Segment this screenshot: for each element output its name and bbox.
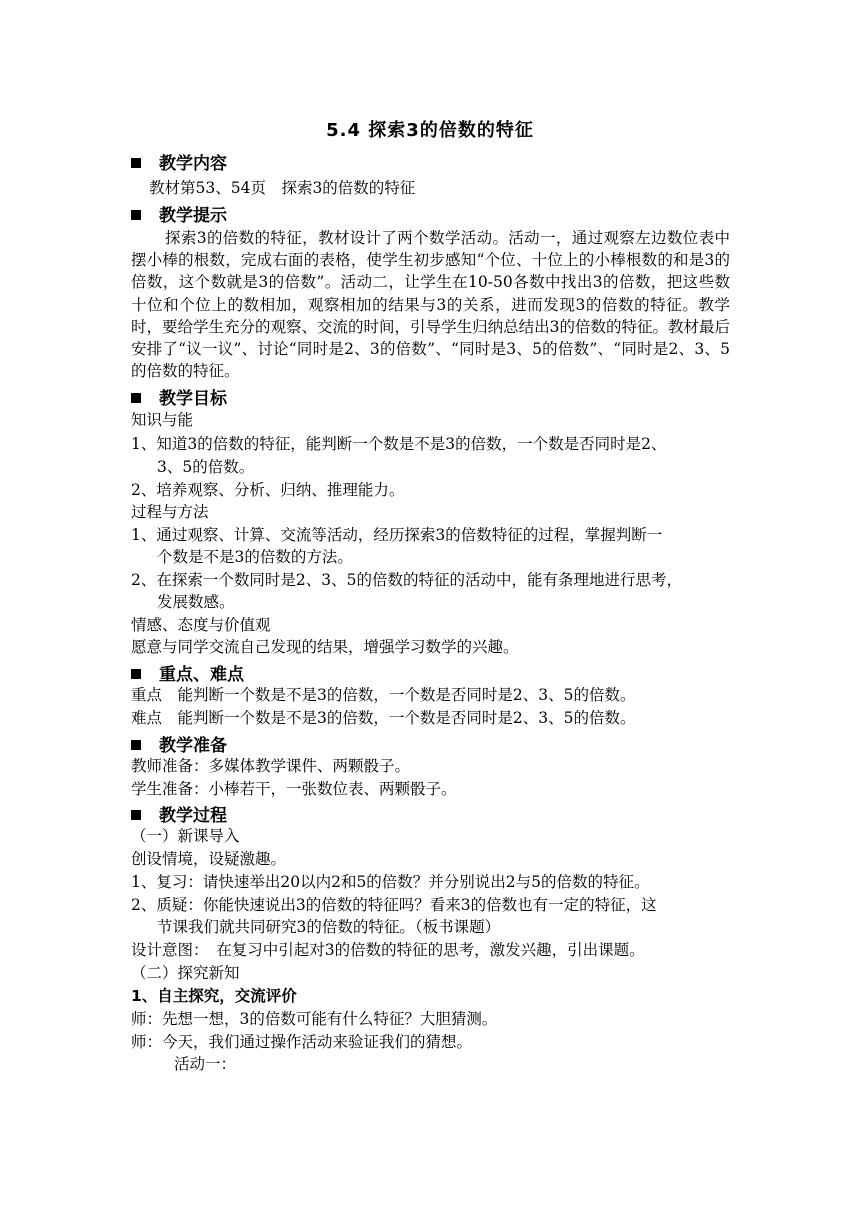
square-bullet-icon: [131, 669, 141, 679]
process-label: 过程与方法: [131, 503, 209, 521]
process-r2-cont: 节课我们就共同研究3的倍数的特征。（板书课题）: [157, 918, 501, 936]
emotion-label: 情感、态度与价值观: [131, 616, 271, 634]
process-r2: 2、质疑：你能快速说出3的倍数的特征吗？看来3的倍数也有一定的特征，这: [131, 896, 657, 914]
goal-k1-cont: 3、5的倍数。: [157, 458, 255, 476]
section-heading-goals: 教学目标: [131, 384, 227, 409]
square-bullet-icon: [131, 393, 141, 403]
process-part1: （一）新课导入: [131, 827, 240, 845]
content-text: 教材第53、54页 探索3的倍数的特征: [149, 179, 416, 197]
section-heading-process: 教学过程: [131, 801, 227, 826]
key-focus: 重点 能判断一个数是不是3的倍数，一个数是否同时是2、3、5的倍数。: [131, 686, 636, 704]
square-bullet-icon: [131, 810, 141, 820]
square-bullet-icon: [131, 210, 141, 220]
square-bullet-icon: [131, 158, 141, 168]
knowledge-label: 知识与能: [131, 411, 194, 429]
section-heading-hint: 教学提示: [131, 201, 227, 226]
section-heading-prep: 教学准备: [131, 731, 227, 756]
section-heading-key: 重点、难点: [131, 660, 244, 685]
key-difficulty: 难点 能判断一个数是不是3的倍数，一个数是否同时是2、3、5的倍数。: [131, 709, 636, 727]
goal-k2: 2、培养观察、分析、归纳、推理能力。: [131, 481, 405, 499]
goal-e1: 愿意与同学交流自己发现的结果，增强学习数学的兴趣。: [131, 638, 519, 656]
process-activity: 活动一：: [174, 1055, 237, 1073]
hint-paragraph: 探索3的倍数的特征，教材设计了两个数学活动。活动一，通过观察左边数位表中摆小棒的根数，完成右面的表格，使学生初步感知“个位、十位上的小棒根数的和是3的倍数，这个数就是3的倍数”。活动二，让学生在10-50各数中找出3的倍数，把这些数十位和个位上的数相加，观察相加的结果与3的关系，进而发现3的倍数的特征。教学时，要给学生充分的观察、交流的时间，引导学生归纳总结出3的倍数的特征。教材最后安排了“议一议”、讨论“同时是2、3的倍数”、“同时是3、5的倍数”、“同时是2、3、5的倍数的特征。: [131, 229, 730, 381]
goal-p2-cont: 发展数感。: [157, 593, 235, 611]
goal-p1: 1、通过观察、计算、交流等活动，经历探索3的倍数特征的过程，掌握判断一: [131, 526, 663, 544]
page-title: 5.4 探索3的倍数的特征: [326, 120, 534, 141]
section-heading-content: 教学内容: [131, 149, 227, 174]
process-t1: 师：先想一想，3的倍数可能有什么特征？大胆猜测。: [131, 1010, 498, 1028]
square-bullet-icon: [131, 740, 141, 750]
goal-p1-cont: 个数是不是3的倍数的方法。: [157, 548, 353, 566]
process-design: 设计意图： 在复习中引起对3的倍数的特征的思考，激发兴趣，引出课题。: [131, 941, 645, 959]
process-r1: 1、复习：请快速举出20以内2和5的倍数？并分别说出2与5的倍数的特征。: [131, 873, 650, 891]
goal-k1: 1、知道3的倍数的特征，能判断一个数是不是3的倍数，一个数是否同时是2、: [131, 435, 667, 453]
prep-student: 学生准备：小棒若干，一张数位表、两颗骰子。: [131, 780, 457, 798]
process-sub1: 1、自主探究，交流评价: [131, 987, 297, 1005]
process-intro: 创设情境，设疑激趣。: [131, 850, 287, 868]
process-t2: 师：今天，我们通过操作活动来验证我们的猜想。: [131, 1033, 473, 1051]
goal-p2: 2、在探索一个数同时是2、3、5的倍数的特征的活动中，能有条理地进行思考，: [131, 571, 682, 589]
prep-teacher: 教师准备：多媒体教学课件、两颗骰子。: [131, 757, 411, 775]
process-part2: （二）探究新知: [131, 964, 240, 982]
